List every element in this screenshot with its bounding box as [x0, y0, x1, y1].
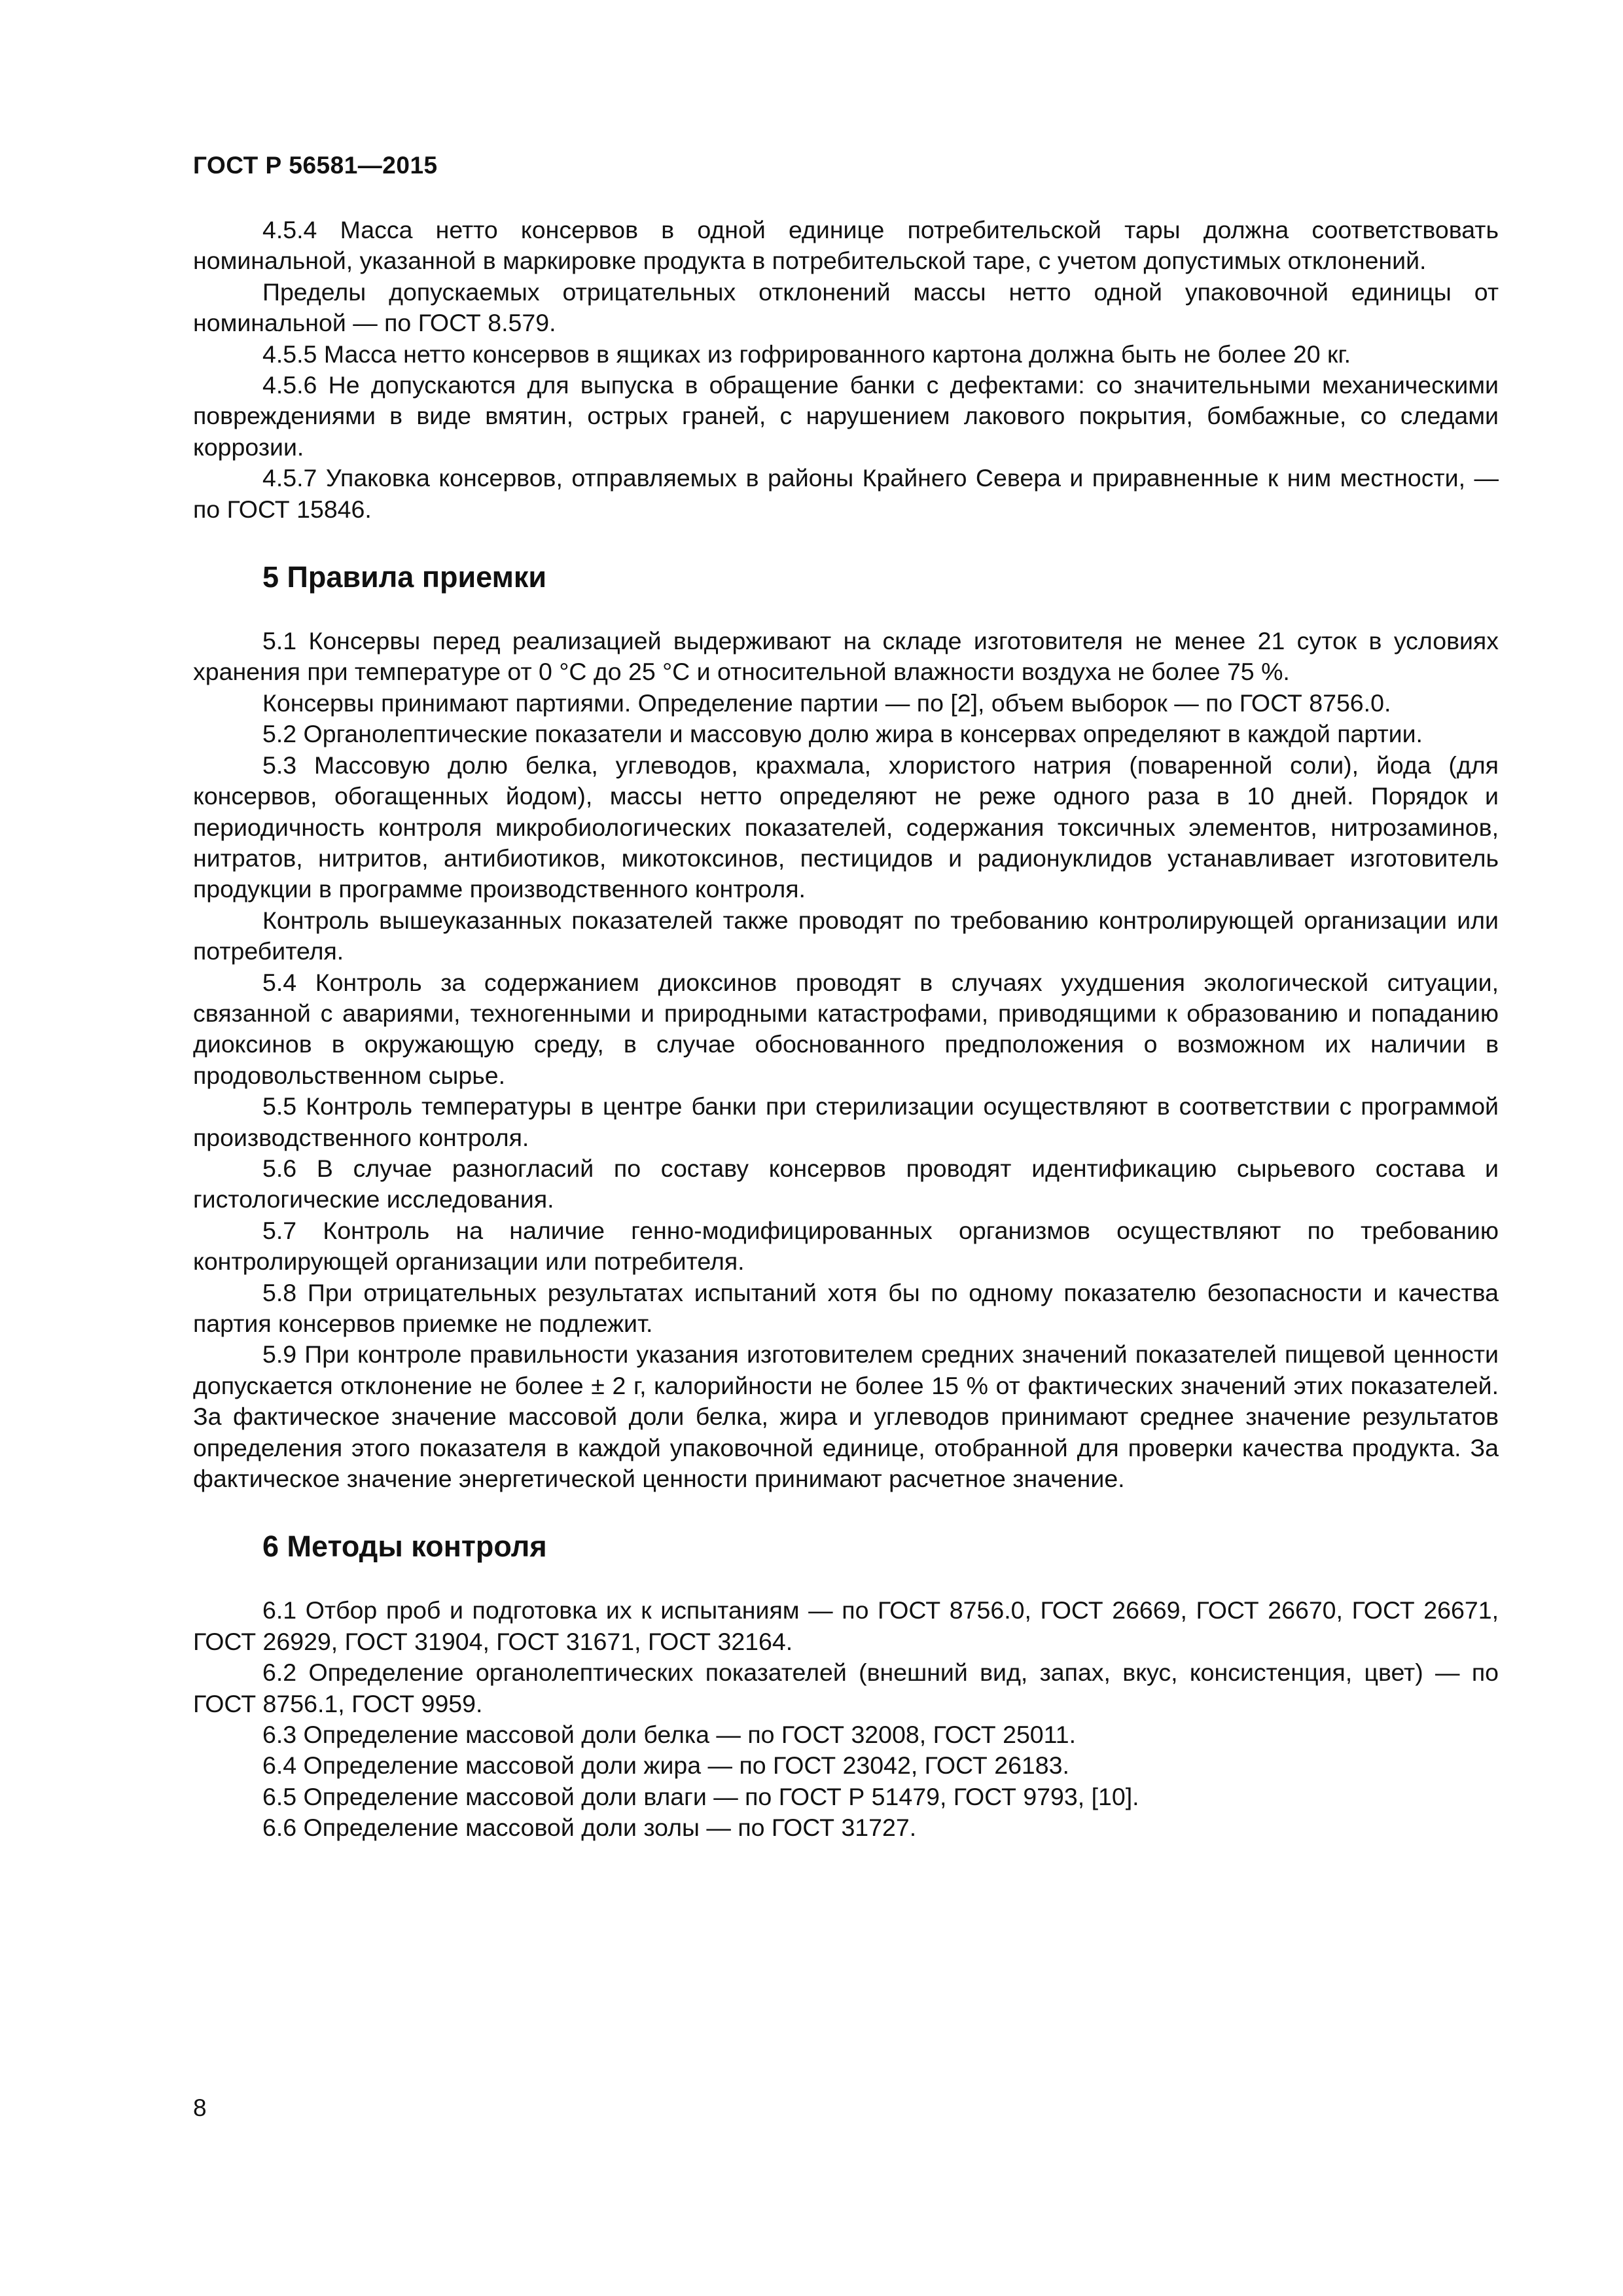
paragraph-5-5: 5.5 Контроль температуры в центре банки при стерилизации осуществляют в соответствии с программой производственного контроля.: [193, 1092, 1499, 1151]
paragraph-5-4: 5.4 Контроль за содержанием диоксинов проводят в случаях ухудшения экологической ситуации, связанной с авариями, техногенными и природными катастрофами, приводящими к образованию и попаданию диоксинов в окружающую среду, в случае обоснованного предположения о возможном их наличии в продовольственном сырье.: [193, 968, 1499, 1089]
paragraph-5-1-lots: Консервы принимают партиями. Определение партии — по [2], объем выборок — по ГОСТ 8756.0.: [262, 689, 1391, 717]
paragraph-5-6: 5.6 В случае разногласий по составу консервов проводят идентификацию сырьевого состава и гистологические исследования.: [193, 1154, 1499, 1213]
spacer: [193, 1565, 1499, 1595]
paragraph-6-3: 6.3 Определение массовой доли белка — по ГОСТ 32008, ГОСТ 25011.: [262, 1721, 1077, 1749]
paragraph-5-3-control: Контроль вышеуказанных показателей также проводят по требованию контролирующей организации или потребителя.: [193, 906, 1499, 965]
paragraph-5-3: 5.3 Массовую долю белка, углеводов, крахмала, хлористого натрия (поваренной соли), йода (для консервов, обогащенных йодом), массы нетто определяют не реже одного раза в 10 дней. Порядок и периодичность контроля микробиологических показателей, содержания токсичных элементов, нитрозаминов, нитратов, нитритов, антибиотиков, микотоксинов, пестицидов и радионуклидов устанавливает изготовитель продукции в программе производственного контроля.: [193, 751, 1499, 903]
section-heading-5: 5 Правила приемки: [262, 560, 547, 594]
paragraph-6-2: 6.2 Определение органолептических показателей (внешний вид, запах, вкус, консистенция, цвет) — по ГОСТ 8756.1, ГОСТ 9959.: [193, 1659, 1499, 1717]
paragraph-5-1: 5.1 Консервы перед реализацией выдерживают на складе изготовителя не менее 21 суток в условиях хранения при температуре от 0 °С до 25 °С и относительной влажности воздуха не более 75 %.: [193, 627, 1499, 686]
document-body: [193, 215, 1499, 1844]
spacer: [193, 525, 1499, 559]
section-heading-6: 6 Методы контроля: [262, 1530, 547, 1564]
paragraph-4-5-4-limits: Пределы допускаемых отрицательных отклонений массы нетто одной упаковочной единицы от номинальной — по ГОСТ 8.579.: [193, 278, 1499, 337]
paragraph-4-5-7: 4.5.7 Упаковка консервов, отправляемых в районы Крайнего Севера и приравненные к ним местности, — по ГОСТ 15846.: [193, 464, 1499, 523]
paragraph-5-2: 5.2 Органолептические показатели и массовую долю жира в консервах определяют в каждой партии.: [262, 720, 1423, 748]
page-number: 8: [193, 2094, 207, 2121]
document-code-header: ГОСТ Р 56581—2015: [193, 152, 438, 179]
paragraph-5-9: 5.9 При контроле правильности указания изготовителем средних значений показателей пищевой ценности допускается отклонение не более ± 2 г, калорийности не более 15 % от фактических значений этих показателей. За фактическое значение массовой доли белка, жира и углеводов принимают среднее значение результатов определения этого показателя в каждой упаковочной единице, отобранной для проверки качества продукта. За фактическое значение энергетической ценности принимают расчетное значение.: [193, 1340, 1499, 1493]
paragraph-5-8: 5.8 При отрицательных результатах испытаний хотя бы по одному показателю безопасности и качества партия консервов приемке не подлежит.: [193, 1278, 1499, 1337]
spacer: [193, 596, 1499, 626]
paragraph-6-4: 6.4 Определение массовой доли жира — по ГОСТ 23042, ГОСТ 26183.: [262, 1751, 1069, 1780]
paragraph-6-6: 6.6 Определение массовой доли золы — по ГОСТ 31727.: [262, 1814, 917, 1842]
paragraph-4-5-4: 4.5.4 Масса нетто консервов в одной единице потребительской тары должна соответствовать номинальной, указанной в маркировке продукта в потребительской таре, с учетом допустимых отклонений.: [193, 216, 1499, 275]
paragraph-5-7: 5.7 Контроль на наличие генно-модифицированных организмов осуществляют по требованию контролирующей организации или потребителя.: [193, 1216, 1499, 1276]
paragraph-4-5-6: 4.5.6 Не допускаются для выпуска в обращение банки с дефектами: со значительными механическими повреждениями в виде вмятин, острых граней, с нарушением лакового покрытия, бомбажные, со следами коррозии.: [193, 371, 1499, 461]
paragraph-6-1: 6.1 Отбор проб и подготовка их к испытаниям — по ГОСТ 8756.0, ГОСТ 26669, ГОСТ 26670, ГОСТ 26671, ГОСТ 26929, ГОСТ 31904, ГОСТ 31671, ГОСТ 32164.: [193, 1596, 1499, 1655]
spacer: [193, 1494, 1499, 1528]
paragraph-4-5-5: 4.5.5 Масса нетто консервов в ящиках из гофрированного картона должна быть не более 20 кг.: [262, 340, 1351, 368]
paragraph-6-5: 6.5 Определение массовой доли влаги — по ГОСТ Р 51479, ГОСТ 9793, [10].: [262, 1782, 1139, 1810]
